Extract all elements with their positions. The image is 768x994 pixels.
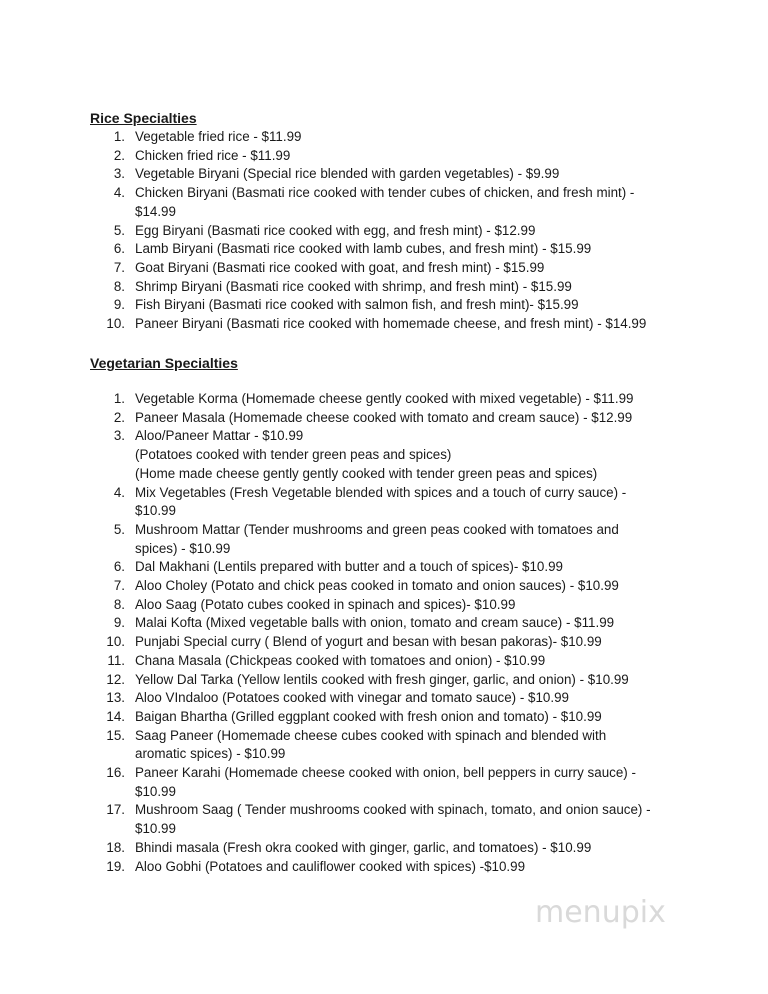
menu-item-text: $14.99 <box>135 203 176 219</box>
menu-item <box>0 296 675 315</box>
menu-item-number: 14. <box>106 708 125 724</box>
menu-item-text: Chana Masala (Chickpeas cooked with tomatoes and onion) - $10.99 <box>135 652 546 668</box>
vegetarian-specialties-list <box>0 390 675 876</box>
menu-item-number: 18. <box>106 839 125 855</box>
menu-item-text: $10.99 <box>135 503 176 519</box>
menu-item-text: Shrimp Biryani (Basmati rice cooked with shrimp, and fresh mint) - $15.99 <box>135 278 572 294</box>
menu-item <box>0 147 675 166</box>
menu-item <box>0 427 675 483</box>
menu-item <box>0 633 675 652</box>
menu-item-text: Egg Biryani (Basmati rice cooked with egg, and fresh mint) - $12.99 <box>135 222 536 238</box>
menu-item-text: Yellow Dal Tarka (Yellow lentils cooked with fresh ginger, garlic, and onion) - $10.99 <box>135 671 629 687</box>
menu-item <box>0 409 675 428</box>
menu-item-number: 5. <box>113 222 125 238</box>
menu-item <box>0 484 675 521</box>
menu-item-text: (Home made cheese gently gently cooked with tender green peas and spices) <box>135 465 598 481</box>
rice-specialties-heading: Rice Specialties <box>90 110 197 126</box>
menu-item-text: Dal Makhani (Lentils prepared with butter and a touch of spices)- $10.99 <box>135 559 563 575</box>
menu-item-text: Paneer Karahi (Homemade cheese cooked with onion, bell peppers in curry sauce) - <box>135 765 636 781</box>
menu-item-text: spices) - $10.99 <box>135 540 231 556</box>
menu-item-number: 9. <box>113 615 125 631</box>
menu-item <box>0 128 675 147</box>
menu-item-text: Vegetable Korma (Homemade cheese gently cooked with mixed vegetable) - $11.99 <box>135 391 634 406</box>
menu-item-number: 1. <box>113 129 125 144</box>
menu-item <box>0 315 675 334</box>
menu-item <box>0 259 675 278</box>
menu-item <box>0 184 675 221</box>
menu-item-text: aromatic spices) - $10.99 <box>135 746 286 762</box>
menu-item-text: Malai Kofta (Mixed vegetable balls with onion, tomato and cream sauce) - $11.99 <box>135 615 615 631</box>
menu-item-number: 10. <box>106 316 125 332</box>
menu-item-text: Lamb Biryani (Basmati rice cooked with lamb cubes, and fresh mint) - $15.99 <box>135 241 592 257</box>
menu-item-text: Mushroom Mattar (Tender mushrooms and green peas cooked with tomatoes and <box>135 521 619 537</box>
menu-item <box>0 558 675 577</box>
menu-item-text: Punjabi Special curry ( Blend of yogurt and besan with besan pakoras)- $10.99 <box>135 634 602 650</box>
menu-item-number: 2. <box>113 409 125 425</box>
menu-item-number: 17. <box>106 802 125 818</box>
menu-item-number: 12. <box>106 671 125 687</box>
menu-item-number: 6. <box>113 559 125 575</box>
menu-item <box>0 801 675 838</box>
rice-specialties-list <box>0 128 675 334</box>
menu-item-number: 8. <box>113 596 125 612</box>
menu-item <box>0 240 675 259</box>
menu-item-number: 1. <box>113 391 125 406</box>
menu-item-number: 15. <box>106 727 125 743</box>
menu-item-text: Bhindi masala (Fresh okra cooked with ginger, garlic, and tomatoes) - $10.99 <box>135 839 592 855</box>
menu-item-text: Aloo/Paneer Mattar - $10.99 <box>135 428 304 444</box>
menu-item-text: Fish Biryani (Basmati rice cooked with salmon fish, and fresh mint)- $15.99 <box>135 297 579 313</box>
menu-item-text: Aloo VIndaloo (Potatoes cooked with vinegar and tomato sauce) - $10.99 <box>135 690 569 706</box>
menu-item-text: Chicken fried rice - $11.99 <box>135 147 291 163</box>
menu-item-text: Paneer Masala (Homemade cheese cooked with tomato and cream sauce) - $12.99 <box>135 409 633 425</box>
menu-item-number: 4. <box>113 484 125 500</box>
menu-item <box>0 689 675 708</box>
menu-item-number: 7. <box>113 578 125 594</box>
menu-item <box>0 614 675 633</box>
menu-item <box>0 708 675 727</box>
menu-item <box>0 839 675 858</box>
menu-item-number: 2. <box>113 147 125 163</box>
menu-item-text: Aloo Gobhi (Potatoes and cauliflower cooked with spices) -$10.99 <box>135 858 526 874</box>
menu-item-text: $10.99 <box>135 783 176 799</box>
menu-item-number: 8. <box>113 278 125 294</box>
menu-item-text: $10.99 <box>135 821 176 837</box>
menu-item <box>0 671 675 690</box>
menu-item-text: Mushroom Saag ( Tender mushrooms cooked with spinach, tomato, and onion sauce) - <box>135 802 651 818</box>
menu-item-number: 13. <box>106 690 125 706</box>
menu-item <box>0 858 675 877</box>
menu-item-number: 11. <box>107 652 125 668</box>
menu-item-number: 4. <box>113 185 125 201</box>
menu-item-text: Chicken Biryani (Basmati rice cooked with tender cubes of chicken, and fresh mint) - <box>135 185 635 201</box>
menu-item-number: 3. <box>113 166 125 182</box>
menu-item-text: Mix Vegetables (Fresh Vegetable blended with spices and a touch of curry sauce) - <box>135 484 627 500</box>
menu-item-number: 7. <box>113 259 125 275</box>
menu-item-number: 5. <box>113 521 125 537</box>
menu-item-number: 10. <box>106 634 125 650</box>
menu-item-number: 3. <box>113 428 125 444</box>
menu-item <box>0 764 675 801</box>
menu-item-text: Vegetable fried rice - $11.99 <box>135 129 302 144</box>
menu-item <box>0 165 675 184</box>
menu-item-number: 9. <box>113 297 125 313</box>
menu-item-text: Baigan Bhartha (Grilled eggplant cooked with fresh onion and tomato) - $10.99 <box>135 708 602 724</box>
menu-item-text: (Potatoes cooked with tender green peas and spices) <box>135 447 452 463</box>
menu-item-text: Saag Paneer (Homemade cheese cubes cooked with spinach and blended with <box>135 727 607 743</box>
menu-item-text: Vegetable Biryani (Special rice blended with garden vegetables) - $9.99 <box>135 166 560 182</box>
menupix-watermark: menupix <box>535 895 666 930</box>
menu-item <box>0 390 675 409</box>
menu-item-number: 19. <box>106 858 125 874</box>
menu-item-number: 6. <box>113 241 125 257</box>
menu-item-text: Goat Biryani (Basmati rice cooked with goat, and fresh mint) - $15.99 <box>135 259 545 275</box>
menu-item-text: Aloo Saag (Potato cubes cooked in spinach and spices)- $10.99 <box>135 596 516 612</box>
menu-item-text: Aloo Choley (Potato and chick peas cooked in tomato and onion sauces) - $10.99 <box>135 578 619 594</box>
menu-item <box>0 652 675 671</box>
menu-item-text: Paneer Biryani (Basmati rice cooked with homemade cheese, and fresh mint) - $14.99 <box>135 316 647 332</box>
vegetarian-specialties-heading: Vegetarian Specialties <box>90 355 238 371</box>
menu-item-number: 16. <box>106 765 125 781</box>
menu-item <box>0 727 675 764</box>
menu-item <box>0 596 675 615</box>
menu-item <box>0 222 675 241</box>
menu-item <box>0 577 675 596</box>
menu-item <box>0 278 675 297</box>
menu-item <box>0 521 675 558</box>
